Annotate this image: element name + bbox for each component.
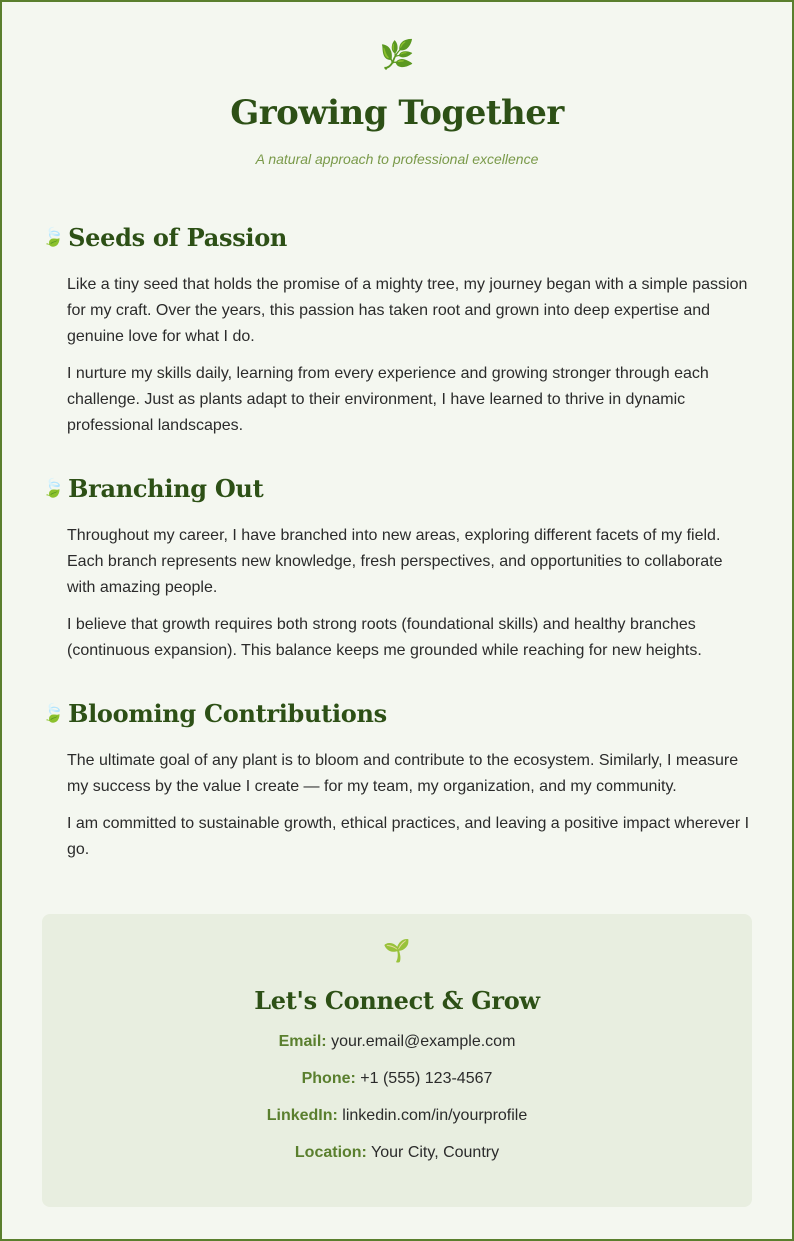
- contact-title: Let's Connect & Grow: [254, 986, 540, 1015]
- contact-linkedin: [42, 1105, 752, 1142]
- page-title: Growing Together: [230, 93, 564, 133]
- leaf-icon: 🍃: [42, 703, 65, 724]
- seedling-icon: 🌱: [383, 938, 411, 963]
- phone-value: +1 (555) 123-4567: [360, 1070, 493, 1087]
- contact-label: Location:: [294, 1144, 367, 1161]
- section-heading: [42, 699, 752, 728]
- paragraph: The ultimate goal of any plant is to bloom and contribute to the ecosystem. Similarly, I measure my success by the value I create — for my team, my organization, and my community.: [67, 752, 739, 795]
- section-branching-out: [42, 474, 752, 664]
- contact-email: [42, 1031, 752, 1068]
- paragraph: Like a tiny seed that holds the promise of a mighty tree, my journey began with a simple passion for my craft. Over the years, this passion has taken root and grown into deep expertise and genuine love for what I do.: [67, 276, 748, 345]
- paragraph: I nurture my skills daily, learning from every experience and growing stronger through each challenge. Just as plants adapt to their environment, I have learned to thrive in dynamic professional landscapes.: [67, 365, 709, 434]
- contact-location: [42, 1142, 752, 1179]
- section-heading: [42, 474, 752, 503]
- section-title: Seeds of Passion: [68, 223, 288, 252]
- email-link[interactable]: your.email@example.com: [331, 1033, 516, 1050]
- section-heading: [42, 223, 752, 252]
- leaf-icon: 🍃: [42, 227, 65, 248]
- section-seeds-of-passion: [42, 223, 752, 439]
- contact-box: [42, 914, 752, 1207]
- section-title: Blooming Contributions: [68, 699, 387, 728]
- location-value: Your City, Country: [371, 1144, 500, 1161]
- contact-phone: [42, 1068, 752, 1105]
- paragraph: Throughout my career, I have branched into new areas, exploring different facets of my field. Each branch represents new knowledge, fresh perspectives, and opportunities to collaborate with amazing people.: [67, 527, 723, 596]
- leaf-icon: 🍃: [42, 478, 65, 499]
- contact-label: Email:: [278, 1033, 327, 1050]
- page-subtitle: A natural approach to professional excellence: [255, 151, 539, 167]
- contact-label: LinkedIn:: [266, 1107, 338, 1124]
- paragraph: I am committed to sustainable growth, ethical practices, and leaving a positive impact wherever I go.: [67, 815, 750, 858]
- paragraph: I believe that growth requires both strong roots (foundational skills) and healthy branches (continuous expansion). This balance keeps me grounded while reaching for new heights.: [67, 616, 702, 659]
- contact-label: Phone:: [301, 1070, 356, 1087]
- section-blooming-contributions: [42, 699, 752, 863]
- linkedin-link[interactable]: linkedin.com/in/yourprofile: [342, 1107, 528, 1124]
- herb-icon: 🌿: [379, 39, 415, 70]
- section-title: Branching Out: [68, 474, 264, 503]
